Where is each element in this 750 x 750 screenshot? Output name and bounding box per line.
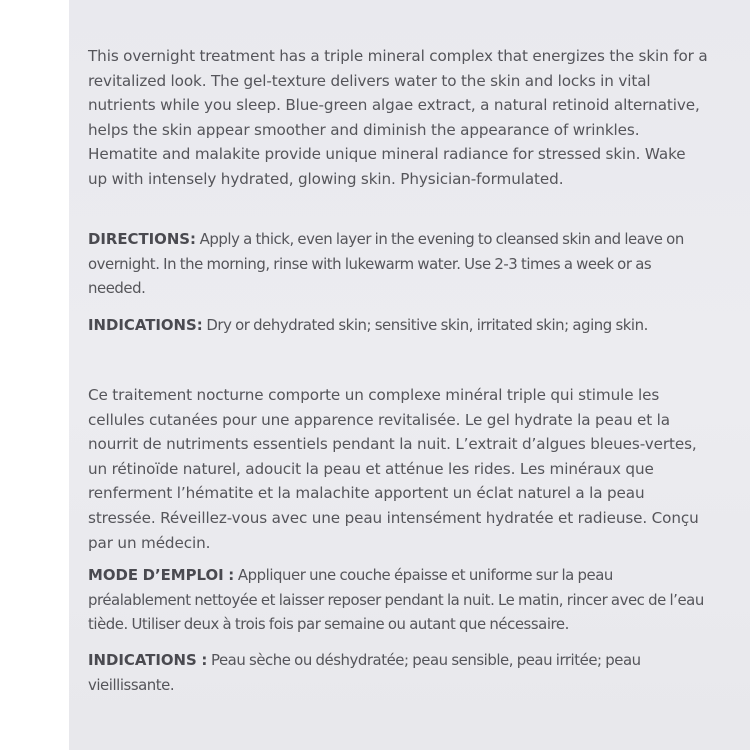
mode-emploi-heading: MODE D’EMPLOI : [88, 566, 235, 584]
french-description: Ce traitement nocturne comporte un complexe minéral triple qui stimule les cellules cutanées pour une apparence revitalisée. Le gel hydrate la peau et la nourrit de nutriments essentiels pendant la nuit. L’extrait d’algues bleues-vertes, un rétinoïde naturel, adoucit la peau et atténue les rides. Les minéraux que renferment l’hématite et la malachite apportent un éclat naturel a la peau stressée. Réveillez-vous avec une peau intensément hydratée et radieuse. Conçu par un médecin. [88, 386, 699, 552]
indications-fr-heading: INDICATIONS : [88, 651, 208, 669]
indications-text: Dry or dehydrated skin; sensitive skin, irritated skin; aging skin. [202, 316, 648, 334]
english-directions [88, 227, 708, 301]
directions-heading: DIRECTIONS: [88, 230, 196, 248]
indications-heading: INDICATIONS: [88, 316, 203, 334]
french-indications [88, 648, 708, 697]
directions-text: Apply a thick, even layer in the evening to cleansed skin and leave on overnight. In the morning, rinse with lukewarm water. Use 2-3 times a week or as needed. [88, 230, 684, 298]
indications-fr-text: Peau sèche ou déshydratée; peau sensible, peau irritée; peau vieillissante. [88, 651, 641, 694]
product-label-panel [69, 0, 750, 750]
mode-emploi-text: Appliquer une couche épaisse et uniforme sur la peau préalablement nettoyée et laisser reposer pendant la nuit. Le matin, rincer avec de l’eau tiède. Utiliser deux à trois fois par semaine ou autant que nécessaire. [88, 566, 704, 634]
english-indications [88, 313, 708, 338]
english-description: This overnight treatment has a triple mineral complex that energizes the skin for a revitalized look. The gel-texture delivers water to the skin and locks in vital nutrients while you sleep. Blue-green algae extract, a natural retinoid alternative, helps the skin appear smoother and diminish the appearance of wrinkles. Hematite and malakite provide unique mineral radiance for stressed skin. Wake up with intensely hydrated, glowing skin. Physician-formulated. [88, 47, 708, 188]
french-mode-emploi [88, 563, 708, 637]
